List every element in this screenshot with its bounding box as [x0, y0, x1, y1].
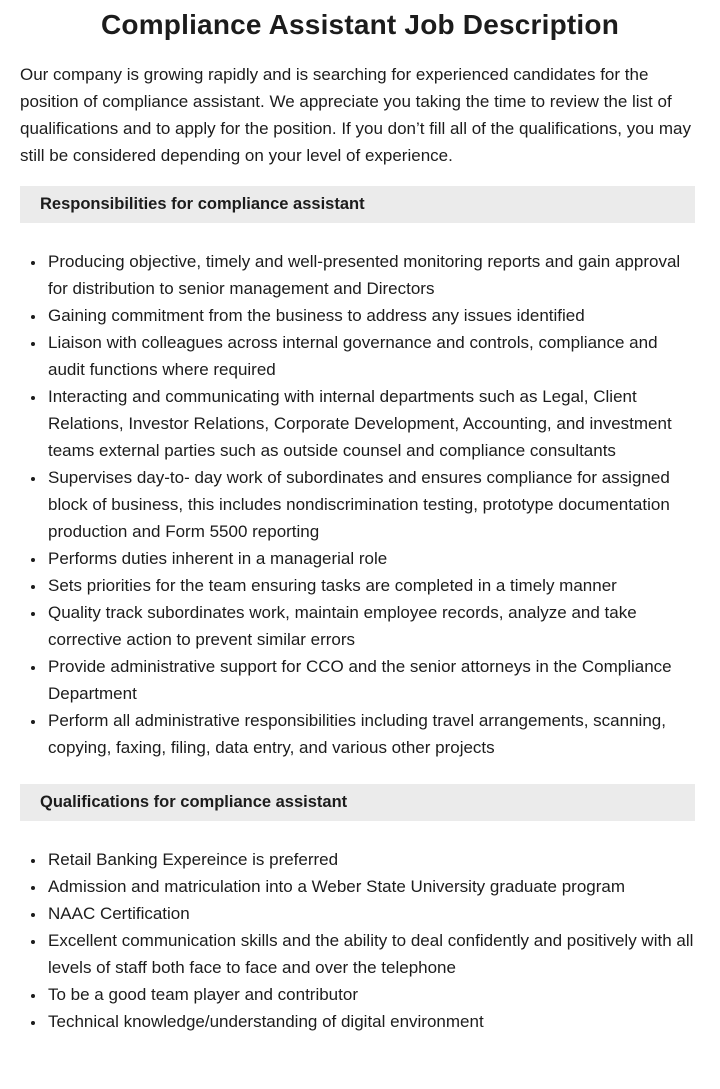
list-item: • To be a good team player and contributor	[46, 981, 698, 1008]
list-item: • Excellent communication skills and the ability to deal confidently and positively with all levels of staff both face to face and over the telephone	[46, 927, 698, 981]
list-item: • Supervises day-to- day work of subordinates and ensures compliance for assigned block of business, this includes nondiscrimination testing, prototype documentation production and Form 5500 reporting	[46, 464, 698, 545]
job-description-document	[0, 6, 720, 1035]
list-item: • Technical knowledge/understanding of digital environment	[46, 1008, 698, 1035]
list-item: • Interacting and communicating with internal departments such as Legal, Client Relations, Investor Relations, Corporate Development, Accounting, and investment teams external parties such as outside counsel and compliance consultants	[46, 383, 698, 464]
section-header-qualifications: Qualifications for compliance assistant	[20, 784, 695, 821]
responsibilities-list	[0, 248, 698, 761]
list-item: • Producing objective, timely and well-presented monitoring reports and gain approval for distribution to senior management and Directors	[46, 248, 698, 302]
section-qualifications	[0, 784, 720, 1035]
list-item: • Admission and matriculation into a Weber State University graduate program	[46, 873, 698, 900]
list-item: • Retail Banking Expereince is preferred	[46, 846, 698, 873]
list-item: • Liaison with colleagues across internal governance and controls, compliance and audit functions where required	[46, 329, 698, 383]
list-item: • Quality track subordinates work, maintain employee records, analyze and take corrective action to prevent similar errors	[46, 599, 698, 653]
qualifications-list	[0, 846, 698, 1035]
list-item: • Gaining commitment from the business to address any issues identified	[46, 302, 698, 329]
intro-paragraph: Our company is growing rapidly and is searching for experienced candidates for the position of compliance assistant. We appreciate you taking the time to review the list of qualifications and to apply for the position. If you don’t fill all of the qualifications, you may still be considered depending on your level of experience.	[20, 65, 691, 165]
list-item: • Sets priorities for the team ensuring tasks are completed in a timely manner	[46, 572, 698, 599]
section-header-responsibilities: Responsibilities for compliance assistant	[20, 186, 695, 223]
section-responsibilities	[0, 186, 720, 761]
list-item: • Performs duties inherent in a managerial role	[46, 545, 698, 572]
page-title: Compliance Assistant Job Description	[100, 9, 620, 40]
list-item: • Provide administrative support for CCO and the senior attorneys in the Compliance Department	[46, 653, 698, 707]
list-item: • NAAC Certification	[46, 900, 698, 927]
list-item: • Perform all administrative responsibilities including travel arrangements, scanning, copying, faxing, filing, data entry, and various other projects	[46, 707, 698, 761]
